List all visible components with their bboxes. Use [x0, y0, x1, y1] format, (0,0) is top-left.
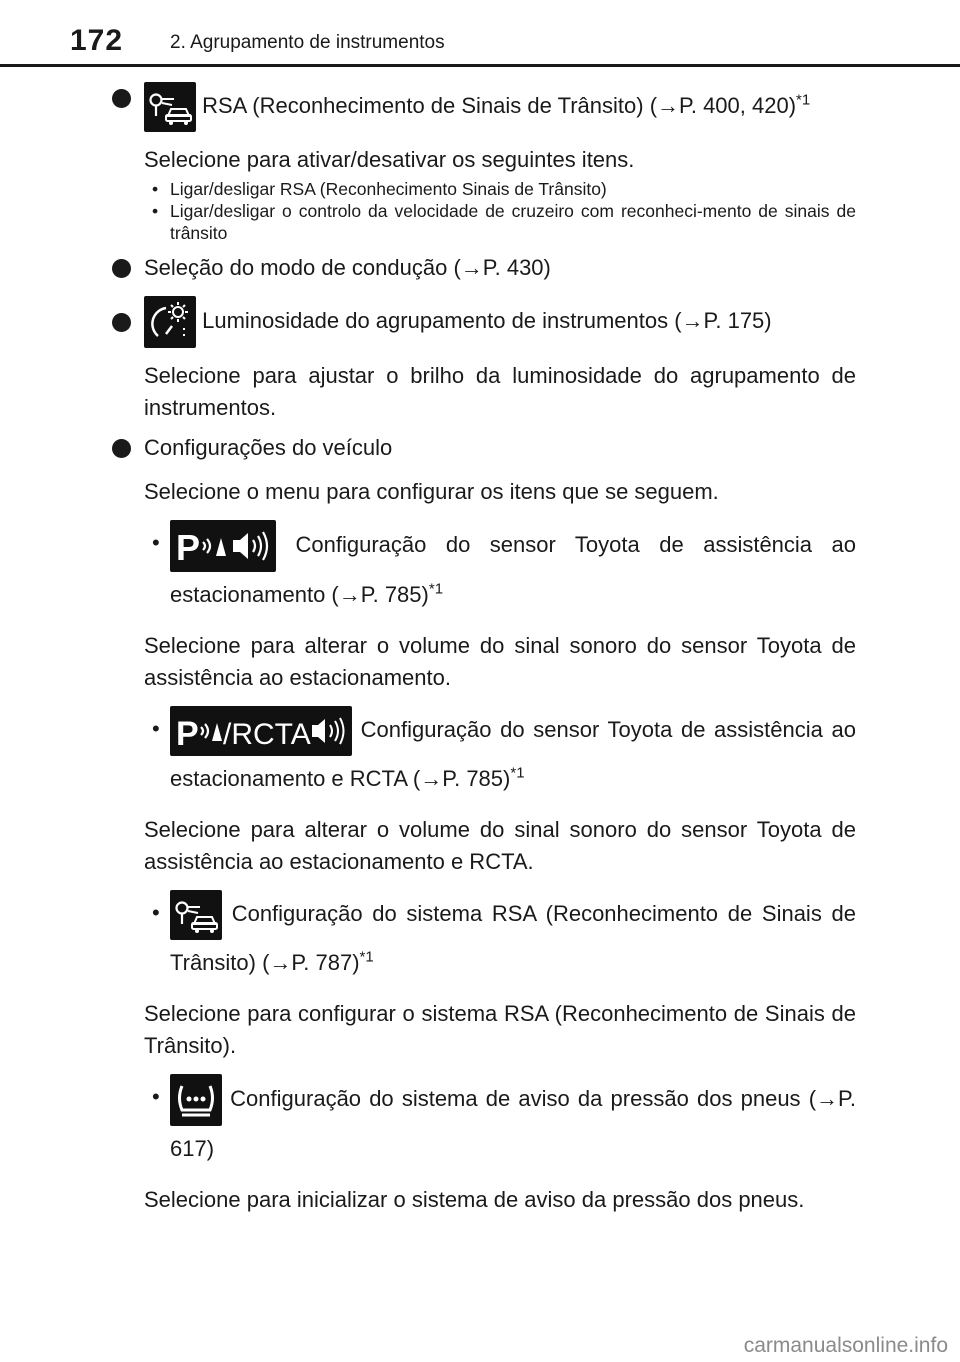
- tire-block: [112, 1074, 856, 1172]
- rsa-system-block: [112, 890, 856, 986]
- parking-title: Configuração do sensor Toyota de assistência ao estacionamento (→P. 785): [170, 531, 856, 607]
- footnote-marker: *1: [428, 580, 444, 598]
- tire-title: Configuração do sistema de aviso da pressão dos pneus (→P. 617): [170, 1085, 856, 1161]
- item-rsa: [112, 82, 856, 132]
- parking-desc-block: [112, 630, 856, 694]
- list-item: • P Configuração do sensor Toyota de assistência ao estacionamento (→P. 785)$^{*1}$: [144, 520, 856, 618]
- rsa-title: RSA (Reconhecimento de Sinais de Trânsito) (→P. 400, 420): [202, 92, 797, 118]
- rcta-desc-block: [112, 814, 856, 878]
- page-content: [112, 82, 856, 1216]
- parking-description: Selecione para alterar o volume do sinal sonoro do sensor Toyota de assistência ao estacionamento.: [144, 633, 856, 690]
- rsa-icon: [144, 82, 196, 132]
- item-brightness: [112, 296, 856, 348]
- footnote-marker: *1: [359, 948, 374, 966]
- tire-pressure-icon: [170, 1074, 222, 1126]
- icon-label: /RCTA: [223, 718, 311, 751]
- list-item: • Configuração do sistema de aviso da pressão dos pneus (→P. 617): [144, 1074, 856, 1172]
- icon-label: P: [176, 527, 201, 568]
- page-number: 172: [70, 24, 124, 57]
- page-header: [0, 0, 960, 70]
- brightness-icon: [144, 296, 196, 348]
- footnote-marker: *1: [510, 764, 525, 782]
- rsa-sublist: [112, 178, 856, 244]
- rcta-description: Selecione para alterar o volume do sinal sonoro do sensor Toyota de assistência ao estacionamento e RCTA.: [144, 817, 856, 874]
- drive-mode-title: Seleção do modo de condução (→P. 430): [144, 255, 551, 280]
- rsa-description: Selecione para ativar/desativar os seguintes itens.: [144, 147, 635, 172]
- bullet-icon: [112, 313, 131, 332]
- rsa-system-desc-block: [112, 998, 856, 1062]
- vehicle-title: Configurações do veículo: [144, 435, 393, 460]
- sub-item: • Ligar/desligar RSA (Reconhecimento Sinais de Trânsito): [152, 179, 607, 199]
- item-vehicle-settings: [112, 432, 856, 464]
- item-drive-mode: [112, 252, 856, 284]
- rsa-system-description: Selecione para configurar o sistema RSA (Reconhecimento de Sinais de Trânsito).: [144, 1001, 856, 1058]
- rsa-desc-block: [112, 144, 856, 176]
- brightness-description: Selecione para ajustar o brilho da luminosidade do agrupamento de instrumentos.: [144, 363, 856, 420]
- sub-item-text: Ligar/desligar o controlo da velocidade de cruzeiro com reconheci-mento de sinais de trânsito: [170, 201, 856, 243]
- tire-description: Selecione para inicializar o sistema de aviso da pressão dos pneus.: [144, 1187, 805, 1212]
- bullet-icon: [112, 89, 131, 108]
- watermark: carmanualsonline.info: [743, 1334, 948, 1357]
- brightness-desc-block: [112, 360, 856, 424]
- sub-item-text: Ligar/desligar RSA (Reconhecimento Sinais de Trânsito): [170, 179, 607, 199]
- list-item: • P /RCTA Configuração do sensor Toyota de assistência ao estacionamento e RCTA (→P. 785)$^{*1}$: [144, 706, 856, 802]
- section-title: 2. Agrupamento de instrumentos: [170, 32, 445, 53]
- rsa-system-title: Configuração do sistema RSA (Reconhecimento de Sinais de Trânsito) (→P. 787): [170, 900, 856, 975]
- rcta-icon: [170, 706, 352, 756]
- icon-label: P: [176, 715, 199, 753]
- list-item: • Configuração do sistema RSA (Reconhecimento de Sinais de Trânsito) (→P. 787)$^{*1}$: [144, 890, 856, 986]
- header-rule: [0, 64, 960, 67]
- rsa-icon: [170, 890, 222, 940]
- rcta-block: [112, 706, 856, 802]
- parking-sensor-icon: [170, 520, 276, 572]
- vehicle-description: Selecione o menu para configurar os itens que se seguem.: [144, 479, 719, 504]
- tire-desc-block: [112, 1184, 856, 1216]
- bullet-icon: [112, 439, 131, 458]
- brightness-title: Luminosidade do agrupamento de instrumentos (→P. 175): [202, 307, 772, 333]
- sub-item: • Ligar/desligar o controlo da velocidade de cruzeiro com reconheci-mento de sinais de trânsito: [152, 201, 856, 243]
- rcta-title: Configuração do sensor Toyota de assistência ao estacionamento e RCTA (→P. 785): [170, 716, 856, 791]
- parking-block: [112, 520, 856, 618]
- footnote-marker: *1: [796, 91, 811, 109]
- vehicle-desc-block: [112, 476, 856, 508]
- bullet-icon: [112, 259, 131, 278]
